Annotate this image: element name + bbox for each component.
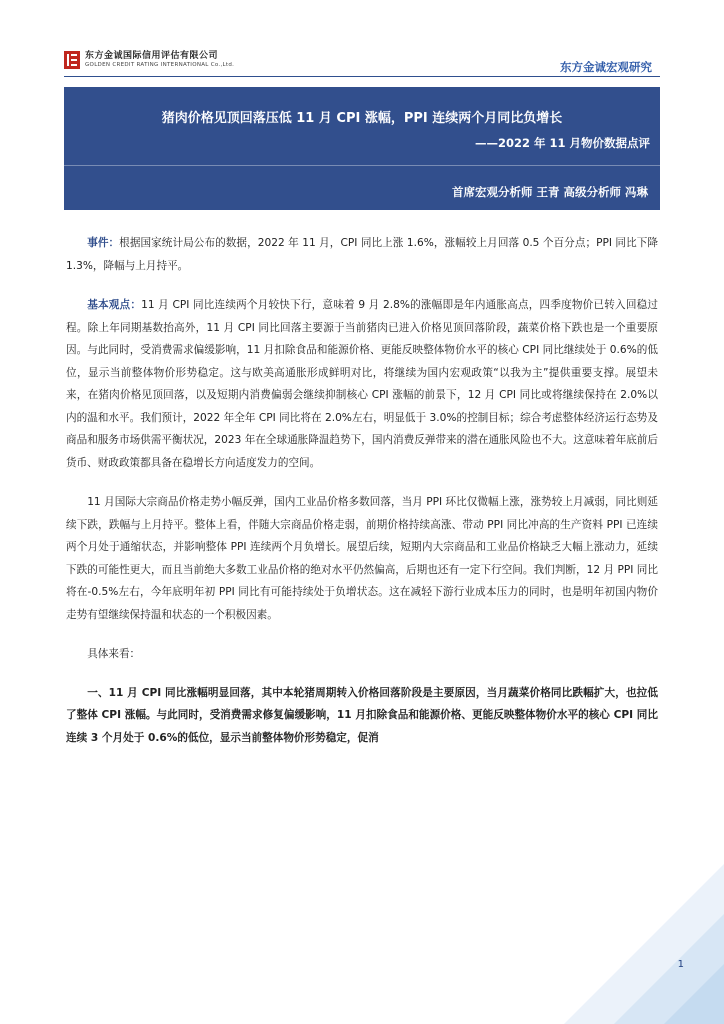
report-body xyxy=(66,232,658,749)
event-text: 根据国家统计局公布的数据，2022 年 11 月，CPI 同比上涨 1.6%，涨幅较上月回落 0.5 个百分点；PPI 同比下降 1.3%，降幅与上月持平。 xyxy=(66,237,659,272)
basic-view-paragraph xyxy=(66,294,658,474)
report-title-banner xyxy=(64,87,660,210)
report-authors: 首席宏观分析师 王青 高级分析师 冯琳 xyxy=(451,185,648,199)
report-subtitle: ——2022 年 11 月物价数据点评 xyxy=(474,136,650,150)
section-1-paragraph: 一、11 月 CPI 同比涨幅明显回落，其中本轮猪周期转入价格回落阶段是主要原因，当月蔬菜价格同比跌幅扩大，也拉低了整体 CPI 涨幅。与此同时，受消费需求修复偏缓影响，11 月扣除食品和能源价格、更能反映整体物价水平的核心 CPI 同比连续 3 个月处于 0.6%的低位，显示当前整体物价形势稳定，促消 xyxy=(66,686,658,744)
page-corner-decoration xyxy=(544,844,724,1024)
ppi-paragraph: 11 月国际大宗商品价格走势小幅反弹，国内工业品价格多数回落，当月 PPI 环比仅微幅上涨，涨势较上月减弱，同比则延续下跌，跌幅与上月持平。整体上看，伴随大宗商品价格走弱，前期价格持续高涨、带动 PPI 同比冲高的生产资料 PPI 已连续两个月处于通缩状态，并影响整体 PPI 连续两个月负增长。展望后续，短期内大宗商品和工业品价格缺乏大幅上涨动力，延续下跌的可能性更大，而且当前绝大多数工业品价格的绝对水平仍然偏高，后期也还有一定下行空间。我们判断，12 月 PPI 同比将在-0.5%左右，今年底明年初 PPI 同比有可能持续处于负增状态。这在减轻下游行业成本压力的同时，也是明年初国内物价走势有望继续保持温和状态的一个积极因素。 xyxy=(66,496,658,621)
basic-view-text: 11 月 CPI 同比连续两个月较快下行，意味着 9 月 2.8%的涨幅即是年内通胀高点，四季度物价已转入回稳过程。除上年同期基数抬高外，11 月 CPI 同比回落主要源于当前猪肉已进入价格见顶回落阶段，蔬菜价格下跌也是一个重要原因。与此同时，受消费需求偏缓影响，11 月扣除食品和能源价格、更能反映整体物价水平的核心 CPI 同比继续处于 0.6%的低位，显示当前整体物价形势稳定。这与欧美高通胀形成鲜明对比，将继续为国内宏观政策“以我为主”提供重要支撑。展望未来，在猪肉价格见顶回落，以及短期内消费偏弱会继续抑制核心 CPI 涨幅的前景下，12 月 CPI 同比或将继续保持在 2.0%以内的温和水平。我们预计，2022 年全年 CPI 同比将在 2.0%左右，明显低于 3.0%的控制目标；综合考虑整体经济运行态势及商品和服务市场供需平衡状况，2023 年在全球通胀降温趋势下，国内消费反弹带来的潜在通胀风险也不大。这意味着年底前后货币、财政政策都具备在稳增长方向适度发力的空间。 xyxy=(66,299,658,469)
event-paragraph xyxy=(66,232,658,277)
company-name-en: GOLDEN CREDIT RATING INTERNATIONAL Co.,Ltd. xyxy=(85,62,235,68)
title-divider xyxy=(64,165,660,166)
event-label: 事件： xyxy=(87,237,120,249)
basic-view-label: 基本观点： xyxy=(87,299,142,311)
report-title: 猪肉价格见顶回落压低 11 月 CPI 涨幅，PPI 连续两个月同比负增长 xyxy=(161,111,563,126)
company-logo-icon xyxy=(64,51,80,69)
page-header xyxy=(64,48,660,77)
company-name-cn: 东方金诚国际信用评估有限公司 xyxy=(85,51,219,61)
series-title: 东方金诚宏观研究 xyxy=(560,60,652,74)
detail-intro: 具体来看： xyxy=(87,648,141,660)
company-logo xyxy=(64,51,234,69)
page-number: 1 xyxy=(677,959,684,970)
